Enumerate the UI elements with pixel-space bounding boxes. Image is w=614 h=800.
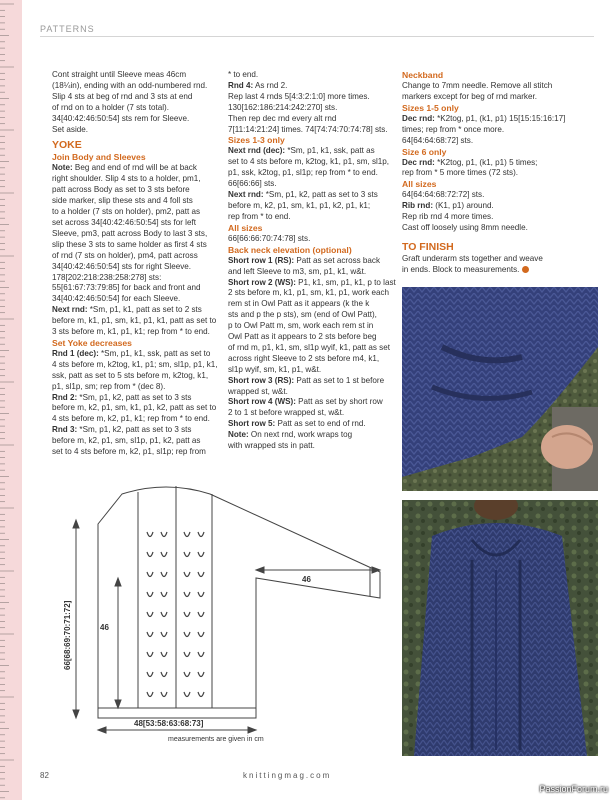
short-row-2: Short row 2 (WS): P1, k1, sm, p1, k1, p to last 2 sts before m, k1, p1, sm, k1, p1, work each rem st in Owl Patt as it appears (k the k sts and p the p sts), sm (end of Owl Patt), p to Owl Patt m, sm, work each rem st in Owl Patt as it appears to 2 sts before beg of rnd m, p1, k1, sm, sl1p wyif, k1, patt as set across right Sleeve to 2 sts before m4, k1, sl1p wyif, sm, k1, p1, w&t. xyxy=(228,277,396,374)
sleeve-arrow-head-left xyxy=(256,567,264,573)
height-label: 66[68:69:70:71:72] xyxy=(63,600,72,670)
section-tag: PATTERNS xyxy=(40,24,95,34)
back-view-photo xyxy=(402,500,598,756)
owl-cable-arc xyxy=(161,632,167,637)
finish-heading: TO FINISH xyxy=(402,240,454,253)
width-label: 48[53:58:63:68:73] xyxy=(134,719,204,728)
all-sizes-text: 66[66:66:70:74:78] sts. xyxy=(228,233,311,243)
owl-cable-arc xyxy=(198,632,204,637)
sleeve-photo xyxy=(402,287,598,491)
owl-cable-arc xyxy=(198,672,204,677)
decreases-heading: Set Yoke decreases xyxy=(52,337,132,348)
owl-cable-arc xyxy=(184,592,190,597)
width-arrow-head-left xyxy=(98,727,106,733)
owl-cable-arc xyxy=(161,532,167,537)
owl-cable-arc xyxy=(161,552,167,557)
owl-cable-arc xyxy=(161,572,167,577)
owl-cable-arc xyxy=(161,612,167,617)
column-3 xyxy=(402,70,602,276)
rnd4-text: Rnd 4: As rnd 2. xyxy=(228,80,288,90)
neckband-heading: Neckband xyxy=(402,70,444,80)
owl-cable-arc xyxy=(147,692,153,697)
owl-cable-arc xyxy=(198,612,204,617)
join-heading: Join Body and Sleeves xyxy=(52,152,146,163)
sizes-1-3-heading: Sizes 1-3 only xyxy=(228,135,285,146)
owl-cable-arc xyxy=(184,652,190,657)
intro-text: Cont straight until Sleeve meas 46cm (18¼in), ending with an odd-numbered rnd. Slip 4 sts at beg of rnd and 3 sts at end of rnd on to a holder (7 sts total). 34[40:42:46:50:54] sts rem for Sleeve. Set aside. xyxy=(52,70,208,134)
height-arrow-head-bottom xyxy=(73,710,79,718)
body-length-label: 46 xyxy=(100,623,109,632)
sweater-outline xyxy=(98,487,380,718)
owl-cable-arc xyxy=(184,632,190,637)
rnd3-text: Rnd 3: *Sm, p1, k2, patt as set to 3 sts before m, k2, p1, sm, sl1p, p1, k2, patt as set to 4 sts before m, k2, p1, sl1p; rep from xyxy=(52,425,206,457)
owl-cable-arc xyxy=(184,612,190,617)
owl-cable-arc xyxy=(147,552,153,557)
repeat-text: Rep last 4 rnds 5[4:3:2:1:0] more times. 130[162:186:214:242:270] sts. Then rep dec rnd every alt rnd 7[11:14:21:24] times. 74[74:74:70:74:78] sts. xyxy=(228,91,388,134)
sleeve-length-label: 46 xyxy=(302,575,311,584)
all-sizes-text-2: 64[64:64:68:72:72] sts. xyxy=(402,190,485,200)
end-mark-icon xyxy=(522,266,529,273)
dec-rnd-6: Dec rnd: *K2tog, p1, (k1, p1) 5 times; rep from * 5 more times (72 sts). xyxy=(402,157,538,178)
owl-cable-arc xyxy=(198,532,204,537)
back-neck-heading: Back neck elevation (optional) xyxy=(228,244,352,255)
page-number: 82 xyxy=(40,771,49,780)
rnd1-text: Rnd 1 (dec): *Sm, p1, k1, ssk, patt as set to 4 sts before m, k2tog, k1, p1; sm, sl1p, p1, k1, ssk, patt as set to 5 sts before m, k2tog, k1, p1, sl1p, sm; rep from * (dec 8). xyxy=(52,348,218,391)
short-row-1: Short row 1 (RS): Patt as set across back and left Sleeve to m3, sm, p1, k1, w&t. xyxy=(228,255,381,276)
short-row-5: Short row 5: Patt as set to end of rnd. xyxy=(228,419,366,429)
finish-text: Graft underarm sts together and weave in ends. Block to measurements. xyxy=(402,253,543,274)
page-ruler xyxy=(0,0,22,800)
body-length-arrow-head-top xyxy=(115,578,121,586)
owl-cable-arc xyxy=(184,692,190,697)
owl-cable-arc xyxy=(147,592,153,597)
site-url: knittingmag.com xyxy=(243,771,332,780)
join-note: Note: Beg and end of rnd will be at back right shoulder. Slip 4 sts to a holder, pm1, patt across Body as set to 3 sts before side marker, slip these sts and 4 foll sts to a holder (7 sts on holder), pm2, patt as set across 34[40:42:46:50:54] sts for left Sleeve, pm3, patt across Body to last 3 sts, slip these 3 sts to same holder as first 4 sts of rnd (7 sts on holder), pm4, patt across 34[40:42:46:50:54] sts for right Sleeve. 178[202:218:238:258:278] sts: 55[61:67:73:79:85] for back and front and 34[40:42:46:50:54] for each Sleeve. xyxy=(52,163,208,304)
all-sizes-heading: All sizes xyxy=(228,222,263,233)
owl-cable-arc xyxy=(161,672,167,677)
column-2 xyxy=(228,70,400,452)
rnd3-continued: * to end. xyxy=(228,70,259,79)
neckband-text: Change to 7mm needle. Remove all stitch markers except for beg of rnd marker. xyxy=(402,81,553,101)
sleeve-arrow-head-right xyxy=(372,567,380,573)
measurement-schematic xyxy=(40,480,390,736)
join-next-rnd: Next rnd: *Sm, p1, k1, patt as set to 2 sts before m, k1, p1, sm, k1, p1, k1, patt as set to 3 sts before m, k1, p1, k1; rep from * to end. xyxy=(52,305,217,337)
owl-cable-arc xyxy=(161,692,167,697)
short-row-4: Short row 4 (WS): Patt as set by short row 2 to 1 st before wrapped st, w&t. xyxy=(228,397,383,418)
all-sizes-heading-2: All sizes xyxy=(402,179,437,190)
owl-cable-arc xyxy=(198,552,204,557)
rnd2-text: Rnd 2: *Sm, p1, k2, patt as set to 3 sts before m, k2, p1, sm, k1, p1, k2, patt as set to 4 sts before m, k2, p1, k1; rep from * to end. xyxy=(52,392,217,424)
owl-cable-arc xyxy=(198,692,204,697)
next-dec-rnd: Next rnd (dec): *Sm, p1, k1, ssk, patt as set to 4 sts before m, k2tog, k1, p1, sm, sl1p, p1, ssk, k2tog, p1, sl1p; rep from * to end. 66[66:66] sts. xyxy=(228,146,390,189)
owl-cable-arc xyxy=(161,592,167,597)
owl-cable-arc xyxy=(198,652,204,657)
owl-cable-arc xyxy=(147,672,153,677)
dec-rnd-1-5: Dec rnd: *K2tog, p1, (k1, p1) 15[15:15:16:17] times; rep from * once more. 64[64:64:68:72] sts. xyxy=(402,113,566,145)
rib-rnd: Rib rnd: (K1, p1) around. Rep rib rnd 4 more times. Cast off loosely using 8mm needle. xyxy=(402,201,528,233)
header-divider xyxy=(40,36,594,37)
owl-cable-arc xyxy=(161,652,167,657)
column-1 xyxy=(52,70,222,458)
owl-cable-arc xyxy=(147,612,153,617)
body-length-arrow-head-bottom xyxy=(115,700,121,708)
owl-cable-arc xyxy=(147,572,153,577)
short-row-3: Short row 3 (RS): Patt as set to 1 st before wrapped st, w&t. xyxy=(228,375,385,396)
yoke-heading: YOKE xyxy=(52,139,82,152)
ruler-ticks xyxy=(0,0,22,800)
owl-cable-arc xyxy=(147,652,153,657)
owl-cable-arc xyxy=(198,572,204,577)
owl-cable-arc xyxy=(184,672,190,677)
owl-cable-arc xyxy=(184,572,190,577)
owl-cable-arc xyxy=(147,532,153,537)
watermark: PassionForum.ru xyxy=(539,784,608,794)
owl-cable-arc xyxy=(198,592,204,597)
height-arrow-head-top xyxy=(73,520,79,528)
width-arrow-head-right xyxy=(248,727,256,733)
schematic-caption: measurements are given in cm xyxy=(168,736,264,743)
sizes-1-5-heading: Sizes 1-5 only xyxy=(402,102,459,113)
owl-cable-arc xyxy=(184,532,190,537)
owl-cable-arc xyxy=(184,552,190,557)
size-6-heading: Size 6 only xyxy=(402,146,447,157)
next-rnd: Next rnd: *Sm, p1, k2, patt as set to 3 sts before m, k2, p1, sm, k1, p1, k2, p1, k1; rep from * to end. xyxy=(228,190,378,221)
owl-cable-arc xyxy=(147,632,153,637)
wraps-note: Note: On next rnd, work wraps tog with wrapped sts in patt. xyxy=(228,430,353,451)
